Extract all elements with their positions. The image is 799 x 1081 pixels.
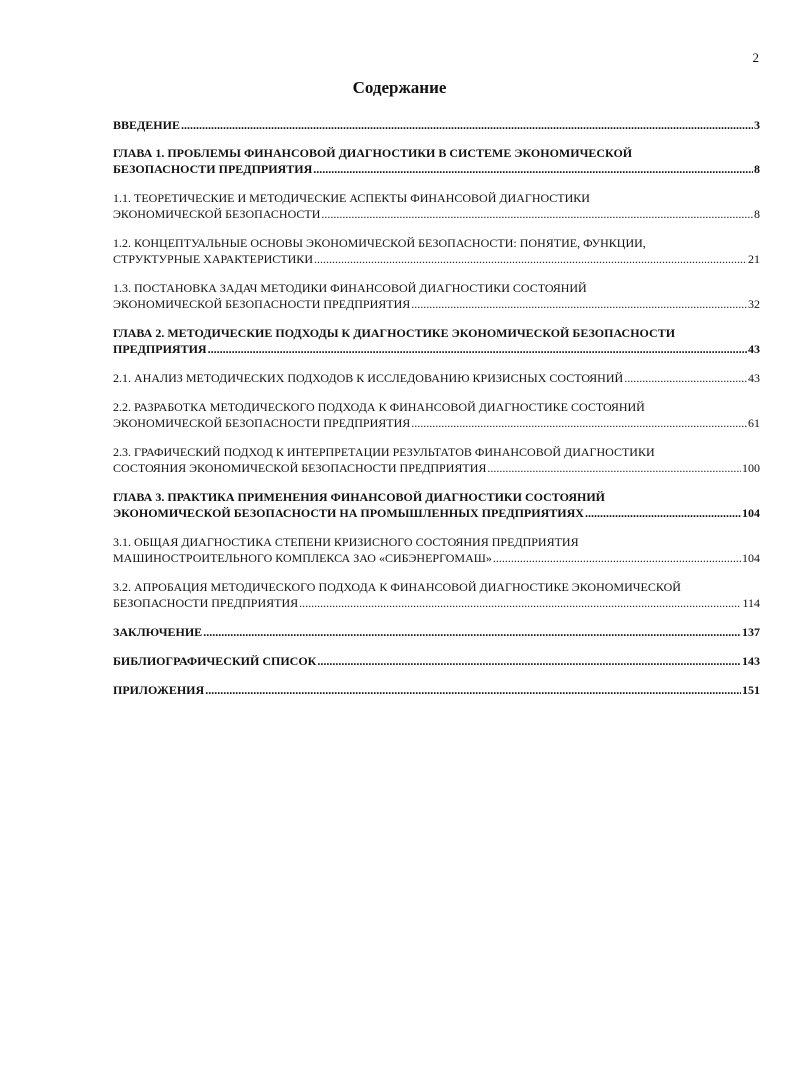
toc-entry-section-1-3[interactable]	[113, 280, 760, 312]
toc-page-number: 114	[742, 596, 760, 610]
toc-title: Содержание	[352, 78, 447, 97]
leader-dots	[181, 117, 753, 133]
toc-entry-text: МАШИНОСТРОИТЕЛЬНОГО КОМПЛЕКСА ЗАО «СИБЭНЕРГОМАШ»	[113, 551, 492, 565]
leader-dots	[314, 251, 747, 267]
leader-dots	[624, 370, 747, 386]
toc-page-number: 3	[754, 118, 760, 132]
leader-dots	[321, 206, 753, 222]
toc-entry-section-2-1[interactable]	[113, 370, 760, 386]
toc-page-number: 61	[748, 416, 760, 430]
toc-entry-section-2-2[interactable]	[113, 399, 760, 431]
toc-page-number: 8	[754, 162, 760, 176]
toc-entry-section-3-1[interactable]	[113, 534, 760, 566]
toc-entry-text: ВВЕДЕНИЕ	[113, 118, 180, 132]
toc-entry-text: ЭКОНОМИЧЕСКОЙ БЕЗОПАСНОСТИ	[113, 207, 321, 221]
leader-dots	[299, 595, 741, 611]
toc-page-number: 32	[748, 297, 760, 311]
page-number: 2	[752, 50, 759, 65]
toc-entry-text: 2.3. ГРАФИЧЕСКИЙ ПОДХОД К ИНТЕРПРЕТАЦИИ РЕЗУЛЬТАТОВ ФИНАНСОВОЙ ДИАГНОСТИКИ	[113, 445, 655, 459]
toc-entry-text: БИБЛИОГРАФИЧЕСКИЙ СПИСОК	[113, 654, 317, 668]
toc-page-number: 143	[742, 654, 760, 668]
toc-page-number: 21	[748, 252, 760, 266]
toc-page-number: 104	[742, 506, 760, 520]
leader-dots	[411, 415, 747, 431]
toc-page-number: 43	[748, 342, 760, 356]
toc-entry-chapter-3[interactable]	[113, 489, 760, 521]
table-of-contents	[113, 117, 760, 711]
toc-entry-text: ЗАКЛЮЧЕНИЕ	[113, 625, 203, 639]
leader-dots	[493, 550, 741, 566]
toc-entry-text: БЕЗОПАСНОСТИ ПРЕДПРИЯТИЯ	[113, 596, 299, 610]
toc-entry-text: БЕЗОПАСНОСТИ ПРЕДПРИЯТИЯ	[113, 162, 313, 176]
toc-entry-text: ГЛАВА 3. ПРАКТИКА ПРИМЕНЕНИЯ ФИНАНСОВОЙ ДИАГНОСТИКИ СОСТОЯНИЙ	[113, 490, 605, 504]
toc-entry-section-1-2[interactable]	[113, 235, 760, 267]
toc-entry-text: 2.2. РАЗРАБОТКА МЕТОДИЧЕСКОГО ПОДХОДА К ФИНАНСОВОЙ ДИАГНОСТИКЕ СОСТОЯНИЙ	[113, 400, 645, 414]
toc-page-number: 151	[742, 683, 760, 697]
toc-entry-text: ПРИЛОЖЕНИЯ	[113, 683, 205, 697]
leader-dots	[203, 624, 741, 640]
toc-entry-text: СТРУКТУРНЫЕ ХАРАКТЕРИСТИКИ	[113, 252, 313, 266]
leader-dots	[317, 653, 741, 669]
toc-entry-text: ЭКОНОМИЧЕСКОЙ БЕЗОПАСНОСТИ ПРЕДПРИЯТИЯ	[113, 416, 411, 430]
toc-entry-text: ЭКОНОМИЧЕСКОЙ БЕЗОПАСНОСТИ НА ПРОМЫШЛЕННЫХ ПРЕДПРИЯТИЯХ	[113, 506, 584, 520]
toc-entry-text: 1.1. ТЕОРЕТИЧЕСКИЕ И МЕТОДИЧЕСКИЕ АСПЕКТЫ ФИНАНСОВОЙ ДИАГНОСТИКИ	[113, 191, 590, 205]
toc-page-number: 8	[754, 207, 760, 221]
toc-entry-text: ГЛАВА 1. ПРОБЛЕМЫ ФИНАНСОВОЙ ДИАГНОСТИКИ В СИСТЕМЕ ЭКОНОМИЧЕСКОЙ	[113, 146, 633, 160]
leader-dots	[487, 460, 741, 476]
leader-dots	[585, 505, 741, 521]
toc-entry-text: 1.3. ПОСТАНОВКА ЗАДАЧ МЕТОДИКИ ФИНАНСОВОЙ ДИАГНОСТИКИ СОСТОЯНИЙ	[113, 281, 587, 295]
leader-dots	[313, 161, 753, 177]
toc-entry-conclusion[interactable]	[113, 624, 760, 640]
leader-dots	[205, 682, 741, 698]
toc-entry-introduction[interactable]	[113, 117, 760, 133]
toc-entry-section-2-3[interactable]	[113, 444, 760, 476]
toc-entry-bibliography[interactable]	[113, 653, 760, 669]
leader-dots	[411, 296, 747, 312]
toc-page-number: 137	[742, 625, 760, 639]
toc-entry-text: 3.1. ОБЩАЯ ДИАГНОСТИКА СТЕПЕНИ КРИЗИСНОГО СОСТОЯНИЯ ПРЕДПРИЯТИЯ	[113, 535, 579, 549]
toc-entry-chapter-2[interactable]	[113, 325, 760, 357]
toc-page-number: 100	[742, 461, 760, 475]
toc-entry-text: 3.2. АПРОБАЦИЯ МЕТОДИЧЕСКОГО ПОДХОДА К ФИНАНСОВОЙ ДИАГНОСТИКЕ ЭКОНОМИЧЕСКОЙ	[113, 580, 681, 594]
toc-entry-text: ГЛАВА 2. МЕТОДИЧЕСКИЕ ПОДХОДЫ К ДИАГНОСТИКЕ ЭКОНОМИЧЕСКОЙ БЕЗОПАСНОСТИ	[113, 326, 676, 340]
toc-entry-text: 2.1. АНАЛИЗ МЕТОДИЧЕСКИХ ПОДХОДОВ К ИССЛЕДОВАНИЮ КРИЗИСНЫХ СОСТОЯНИЙ	[113, 371, 624, 385]
toc-entry-text: ЭКОНОМИЧЕСКОЙ БЕЗОПАСНОСТИ ПРЕДПРИЯТИЯ	[113, 297, 411, 311]
toc-entry-chapter-1[interactable]	[113, 145, 760, 177]
toc-entry-appendices[interactable]	[113, 682, 760, 698]
leader-dots	[208, 341, 747, 357]
toc-page-number: 43	[748, 371, 760, 385]
toc-entry-text: 1.2. КОНЦЕПТУАЛЬНЫЕ ОСНОВЫ ЭКОНОМИЧЕСКОЙ БЕЗОПАСНОСТИ: ПОНЯТИЕ, ФУНКЦИИ,	[113, 236, 646, 250]
toc-entry-text: СОСТОЯНИЯ ЭКОНОМИЧЕСКОЙ БЕЗОПАСНОСТИ ПРЕДПРИЯТИЯ	[113, 461, 487, 475]
toc-page-number: 104	[742, 551, 760, 565]
toc-entry-section-1-1[interactable]	[113, 190, 760, 222]
toc-entry-section-3-2[interactable]	[113, 579, 760, 611]
toc-entry-text: ПРЕДПРИЯТИЯ	[113, 342, 207, 356]
